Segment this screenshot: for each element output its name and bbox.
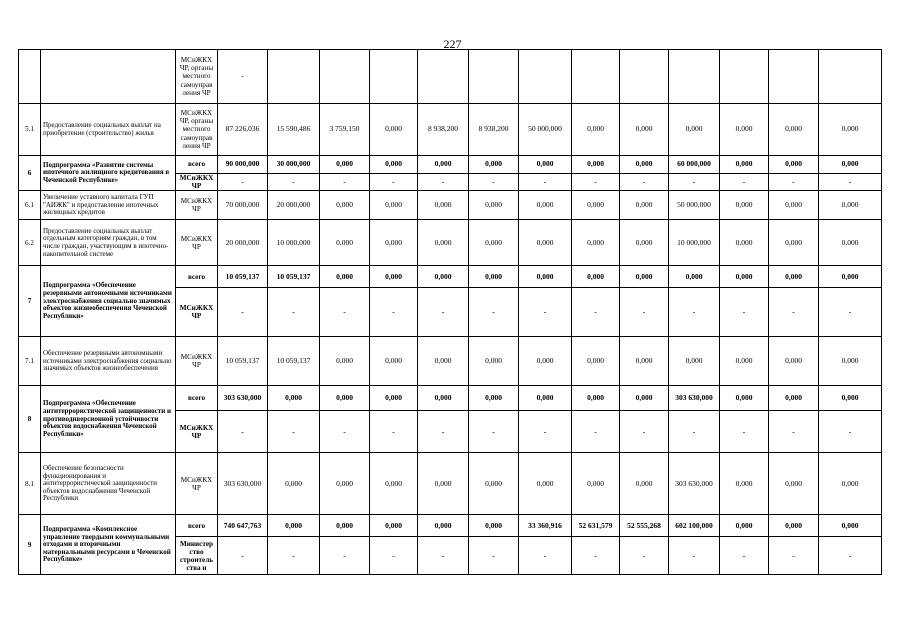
value-cell: 0,000	[370, 104, 418, 156]
row-number	[19, 50, 41, 104]
value-cell: -	[218, 174, 268, 191]
value-cell: -	[519, 174, 572, 191]
value-cell: 0,000	[819, 191, 882, 220]
row-executor: МСиЖКХ ЧР	[176, 411, 218, 453]
row-executor: Министер ство строитель ства и	[176, 537, 218, 575]
value-cell: 0,000	[769, 453, 819, 515]
value-cell: 0,000	[572, 191, 620, 220]
value-cell: 0,000	[519, 337, 572, 386]
table-body	[19, 50, 882, 575]
value-cell: 0,000	[769, 156, 819, 174]
value-cell: 0,000	[370, 337, 418, 386]
value-cell: 0,000	[469, 266, 519, 288]
value-cell: -	[720, 411, 769, 453]
row-number: 5.1	[19, 104, 41, 156]
value-cell: 0,000	[370, 156, 418, 174]
value-cell	[572, 50, 620, 104]
table-row	[19, 191, 882, 220]
value-cell: 0,000	[720, 386, 769, 411]
value-cell: -	[418, 174, 469, 191]
value-cell: 52 631,579	[572, 515, 620, 537]
value-cell: 0,000	[572, 156, 620, 174]
value-cell: -	[418, 288, 469, 337]
table-row	[19, 386, 882, 411]
value-cell: -	[769, 411, 819, 453]
value-cell: 0,000	[519, 266, 572, 288]
value-cell: 20 000,000	[218, 220, 268, 266]
value-cell: 20 000,000	[268, 191, 320, 220]
value-cell: 87 226,036	[218, 104, 268, 156]
value-cell: -	[370, 174, 418, 191]
value-cell: -	[572, 411, 620, 453]
value-cell: 0,000	[720, 453, 769, 515]
value-cell: 10 059,137	[218, 337, 268, 386]
value-cell: 0,000	[769, 337, 819, 386]
row-name: Предоставление социальных выплат отдельным категориям граждан, в том числе граждан, участвующим в ипотечно-накопительной системе	[41, 220, 176, 266]
value-cell: 303 630,000	[218, 453, 268, 515]
value-cell: 0,000	[720, 156, 769, 174]
value-cell: 0,000	[320, 453, 370, 515]
row-name: Подпрограмма «Обеспечение резервными автономными источниками электроснабжения социально значимых объектов жизнеобеспечения Чеченской Республики»	[41, 266, 176, 337]
value-cell: 0,000	[720, 191, 769, 220]
row-executor: всего	[176, 156, 218, 174]
value-cell: 0,000	[370, 453, 418, 515]
value-cell: -	[370, 537, 418, 575]
value-cell: 0,000	[370, 266, 418, 288]
value-cell: 15 590,486	[268, 104, 320, 156]
value-cell: 0,000	[819, 453, 882, 515]
value-cell: 30 000,000	[268, 156, 320, 174]
value-cell: 0,000	[418, 337, 469, 386]
value-cell: 0,000	[769, 191, 819, 220]
value-cell: -	[218, 50, 268, 104]
value-cell: 0,000	[819, 266, 882, 288]
value-cell: 0,000	[819, 515, 882, 537]
value-cell: 0,000	[320, 386, 370, 411]
value-cell: 0,000	[769, 220, 819, 266]
value-cell: 0,000	[572, 337, 620, 386]
value-cell: 602 100,000	[669, 515, 720, 537]
row-executor: МСиЖКХ ЧР	[176, 288, 218, 337]
value-cell: 0,000	[469, 453, 519, 515]
value-cell: -	[370, 411, 418, 453]
value-cell: 0,000	[620, 156, 669, 174]
table-row	[19, 50, 882, 104]
value-cell: 0,000	[418, 515, 469, 537]
value-cell: 0,000	[418, 453, 469, 515]
value-cell: -	[669, 288, 720, 337]
value-cell: 50 000,000	[669, 191, 720, 220]
value-cell: 70 000,000	[218, 191, 268, 220]
value-cell: -	[769, 288, 819, 337]
value-cell: 0,000	[320, 156, 370, 174]
value-cell: 52 555,268	[620, 515, 669, 537]
value-cell: 0,000	[320, 220, 370, 266]
value-cell: 0,000	[519, 386, 572, 411]
value-cell: 0,000	[418, 156, 469, 174]
value-cell: 0,000	[268, 386, 320, 411]
value-cell	[620, 50, 669, 104]
value-cell: 0,000	[669, 266, 720, 288]
value-cell: -	[469, 174, 519, 191]
value-cell: 0,000	[469, 220, 519, 266]
value-cell: -	[469, 288, 519, 337]
value-cell: 90 000,000	[218, 156, 268, 174]
value-cell: 0,000	[819, 156, 882, 174]
row-name: Подпрограмма «Обеспечение антитеррористической защищенности и противодиверсионной устойчивости объектов водоснабжения Чеченской Республики»	[41, 386, 176, 453]
value-cell: 8 938,200	[418, 104, 469, 156]
value-cell: -	[519, 411, 572, 453]
row-executor: МСиЖКХ ЧР	[176, 453, 218, 515]
row-executor: МСиЖКХ ЧР, органы местного самоуправ ления ЧР	[176, 50, 218, 104]
value-cell: 3 759,150	[320, 104, 370, 156]
row-executor: всего	[176, 386, 218, 411]
value-cell: 0,000	[819, 104, 882, 156]
value-cell: -	[819, 537, 882, 575]
row-name: Обеспечение резервными автономными источниками электроснабжения социально значимых объектов жизнеобеспечения	[41, 337, 176, 386]
table-row	[19, 515, 882, 537]
value-cell	[819, 50, 882, 104]
value-cell: 0,000	[572, 104, 620, 156]
value-cell: 0,000	[720, 220, 769, 266]
page-number: 227	[443, 37, 462, 51]
table-row	[19, 266, 882, 288]
value-cell	[519, 50, 572, 104]
value-cell: 0,000	[370, 191, 418, 220]
value-cell: 0,000	[720, 266, 769, 288]
value-cell: 0,000	[519, 453, 572, 515]
value-cell: 0,000	[268, 453, 320, 515]
value-cell: -	[620, 411, 669, 453]
row-number: 7	[19, 266, 41, 337]
value-cell: 10 000,000	[268, 220, 320, 266]
table-row	[19, 220, 882, 266]
value-cell: 0,000	[572, 266, 620, 288]
value-cell: -	[769, 537, 819, 575]
value-cell: -	[720, 537, 769, 575]
value-cell: 0,000	[620, 220, 669, 266]
value-cell: 0,000	[720, 515, 769, 537]
value-cell: 0,000	[370, 515, 418, 537]
row-name: Увеличение уставного капитала ГУП "АИЖК" и предоставление ипотечных жилищных кредитов	[41, 191, 176, 220]
value-cell	[469, 50, 519, 104]
value-cell: 0,000	[370, 220, 418, 266]
row-executor: МСиЖКХ ЧР, органы местного самоуправ ления ЧР	[176, 104, 218, 156]
table-row	[19, 337, 882, 386]
row-number: 9	[19, 515, 41, 575]
value-cell: 60 000,000	[669, 156, 720, 174]
value-cell	[370, 50, 418, 104]
value-cell: 0,000	[620, 386, 669, 411]
value-cell: -	[519, 537, 572, 575]
row-number: 6	[19, 156, 41, 191]
value-cell	[769, 50, 819, 104]
value-cell	[320, 50, 370, 104]
value-cell: 0,000	[819, 337, 882, 386]
value-cell: -	[819, 411, 882, 453]
row-name: Подпрограмма «Развитие системы ипотечного жилищного кредитования в Чеченской Республике»	[41, 156, 176, 191]
value-cell: 303 630,000	[669, 386, 720, 411]
value-cell: -	[418, 411, 469, 453]
row-name: Предоставление социальных выплат на приобретение (строительство) жилья	[41, 104, 176, 156]
value-cell: -	[819, 174, 882, 191]
row-name: Обеспечение безопасности функционирования и антитеррористической защищенности объектов водоснабжения Чеченской Республики	[41, 453, 176, 515]
value-cell: 0,000	[720, 337, 769, 386]
value-cell: -	[218, 537, 268, 575]
value-cell: 0,000	[572, 453, 620, 515]
value-cell: 0,000	[418, 191, 469, 220]
value-cell: 0,000	[769, 515, 819, 537]
value-cell: 0,000	[418, 266, 469, 288]
value-cell: 10 059,137	[268, 266, 320, 288]
value-cell: 0,000	[469, 515, 519, 537]
value-cell: 0,000	[469, 386, 519, 411]
value-cell: -	[320, 537, 370, 575]
row-number: 6.2	[19, 220, 41, 266]
value-cell: -	[669, 411, 720, 453]
row-executor: МСиЖКХ ЧР	[176, 174, 218, 191]
table-row	[19, 156, 882, 174]
value-cell: -	[819, 288, 882, 337]
value-cell: 50 000,000	[519, 104, 572, 156]
value-cell	[720, 50, 769, 104]
value-cell: -	[218, 288, 268, 337]
row-executor: всего	[176, 266, 218, 288]
value-cell: -	[320, 411, 370, 453]
value-cell: 0,000	[620, 104, 669, 156]
value-cell	[418, 50, 469, 104]
value-cell: 0,000	[469, 337, 519, 386]
value-cell: -	[370, 288, 418, 337]
value-cell: 0,000	[620, 191, 669, 220]
value-cell: -	[572, 174, 620, 191]
row-executor: МСиЖКХ ЧР	[176, 220, 218, 266]
value-cell: 303 630,000	[669, 453, 720, 515]
value-cell: 0,000	[469, 156, 519, 174]
value-cell: -	[268, 288, 320, 337]
value-cell: -	[519, 288, 572, 337]
value-cell: -	[268, 537, 320, 575]
value-cell: 0,000	[769, 104, 819, 156]
value-cell: 8 938,200	[469, 104, 519, 156]
row-name	[41, 50, 176, 104]
value-cell: 0,000	[469, 191, 519, 220]
value-cell: 0,000	[620, 453, 669, 515]
value-cell: 0,000	[370, 386, 418, 411]
value-cell: -	[320, 174, 370, 191]
value-cell: 0,000	[819, 386, 882, 411]
value-cell	[669, 50, 720, 104]
value-cell: 0,000	[572, 220, 620, 266]
value-cell: 0,000	[320, 191, 370, 220]
value-cell: 0,000	[769, 386, 819, 411]
row-name: Подпрограмма «Комплексное управление твердыми коммунальными отходами и вторичными материальными ресурсами в Чеченской Республике»	[41, 515, 176, 575]
value-cell: -	[720, 288, 769, 337]
value-cell: 0,000	[320, 515, 370, 537]
value-cell: 33 360,916	[519, 515, 572, 537]
value-cell: -	[268, 174, 320, 191]
value-cell: 0,000	[669, 337, 720, 386]
value-cell: 0,000	[620, 266, 669, 288]
value-cell: 0,000	[519, 191, 572, 220]
table-row	[19, 104, 882, 156]
value-cell: -	[620, 537, 669, 575]
value-cell: -	[620, 174, 669, 191]
value-cell: 0,000	[418, 220, 469, 266]
value-cell: -	[469, 537, 519, 575]
value-cell: 10 000,000	[669, 220, 720, 266]
value-cell: -	[720, 174, 769, 191]
table-row	[19, 453, 882, 515]
row-executor: МСиЖКХ ЧР	[176, 191, 218, 220]
value-cell: 0,000	[519, 220, 572, 266]
row-executor: МСиЖКХ ЧР	[176, 337, 218, 386]
value-cell: 10 059,137	[268, 337, 320, 386]
value-cell: 303 630,000	[218, 386, 268, 411]
value-cell: 0,000	[620, 337, 669, 386]
value-cell: 0,000	[268, 515, 320, 537]
value-cell: 740 647,763	[218, 515, 268, 537]
value-cell: -	[469, 411, 519, 453]
value-cell: 0,000	[320, 337, 370, 386]
budget-table	[18, 49, 882, 575]
value-cell: 0,000	[572, 386, 620, 411]
value-cell: 0,000	[769, 266, 819, 288]
value-cell: 0,000	[418, 386, 469, 411]
row-number: 8.1	[19, 453, 41, 515]
value-cell: -	[418, 537, 469, 575]
value-cell: 10 059,137	[218, 266, 268, 288]
value-cell: -	[572, 288, 620, 337]
value-cell: 0,000	[720, 104, 769, 156]
value-cell: 0,000	[519, 156, 572, 174]
value-cell: -	[620, 288, 669, 337]
value-cell: 0,000	[669, 104, 720, 156]
value-cell: -	[669, 537, 720, 575]
value-cell: -	[669, 174, 720, 191]
value-cell: -	[218, 411, 268, 453]
value-cell: 0,000	[320, 266, 370, 288]
value-cell: -	[268, 411, 320, 453]
row-number: 6.1	[19, 191, 41, 220]
row-number: 8	[19, 386, 41, 453]
value-cell: -	[572, 537, 620, 575]
value-cell: 0,000	[819, 220, 882, 266]
row-number: 7.1	[19, 337, 41, 386]
value-cell: -	[320, 288, 370, 337]
row-executor: всего	[176, 515, 218, 537]
value-cell: -	[769, 174, 819, 191]
value-cell	[268, 50, 320, 104]
